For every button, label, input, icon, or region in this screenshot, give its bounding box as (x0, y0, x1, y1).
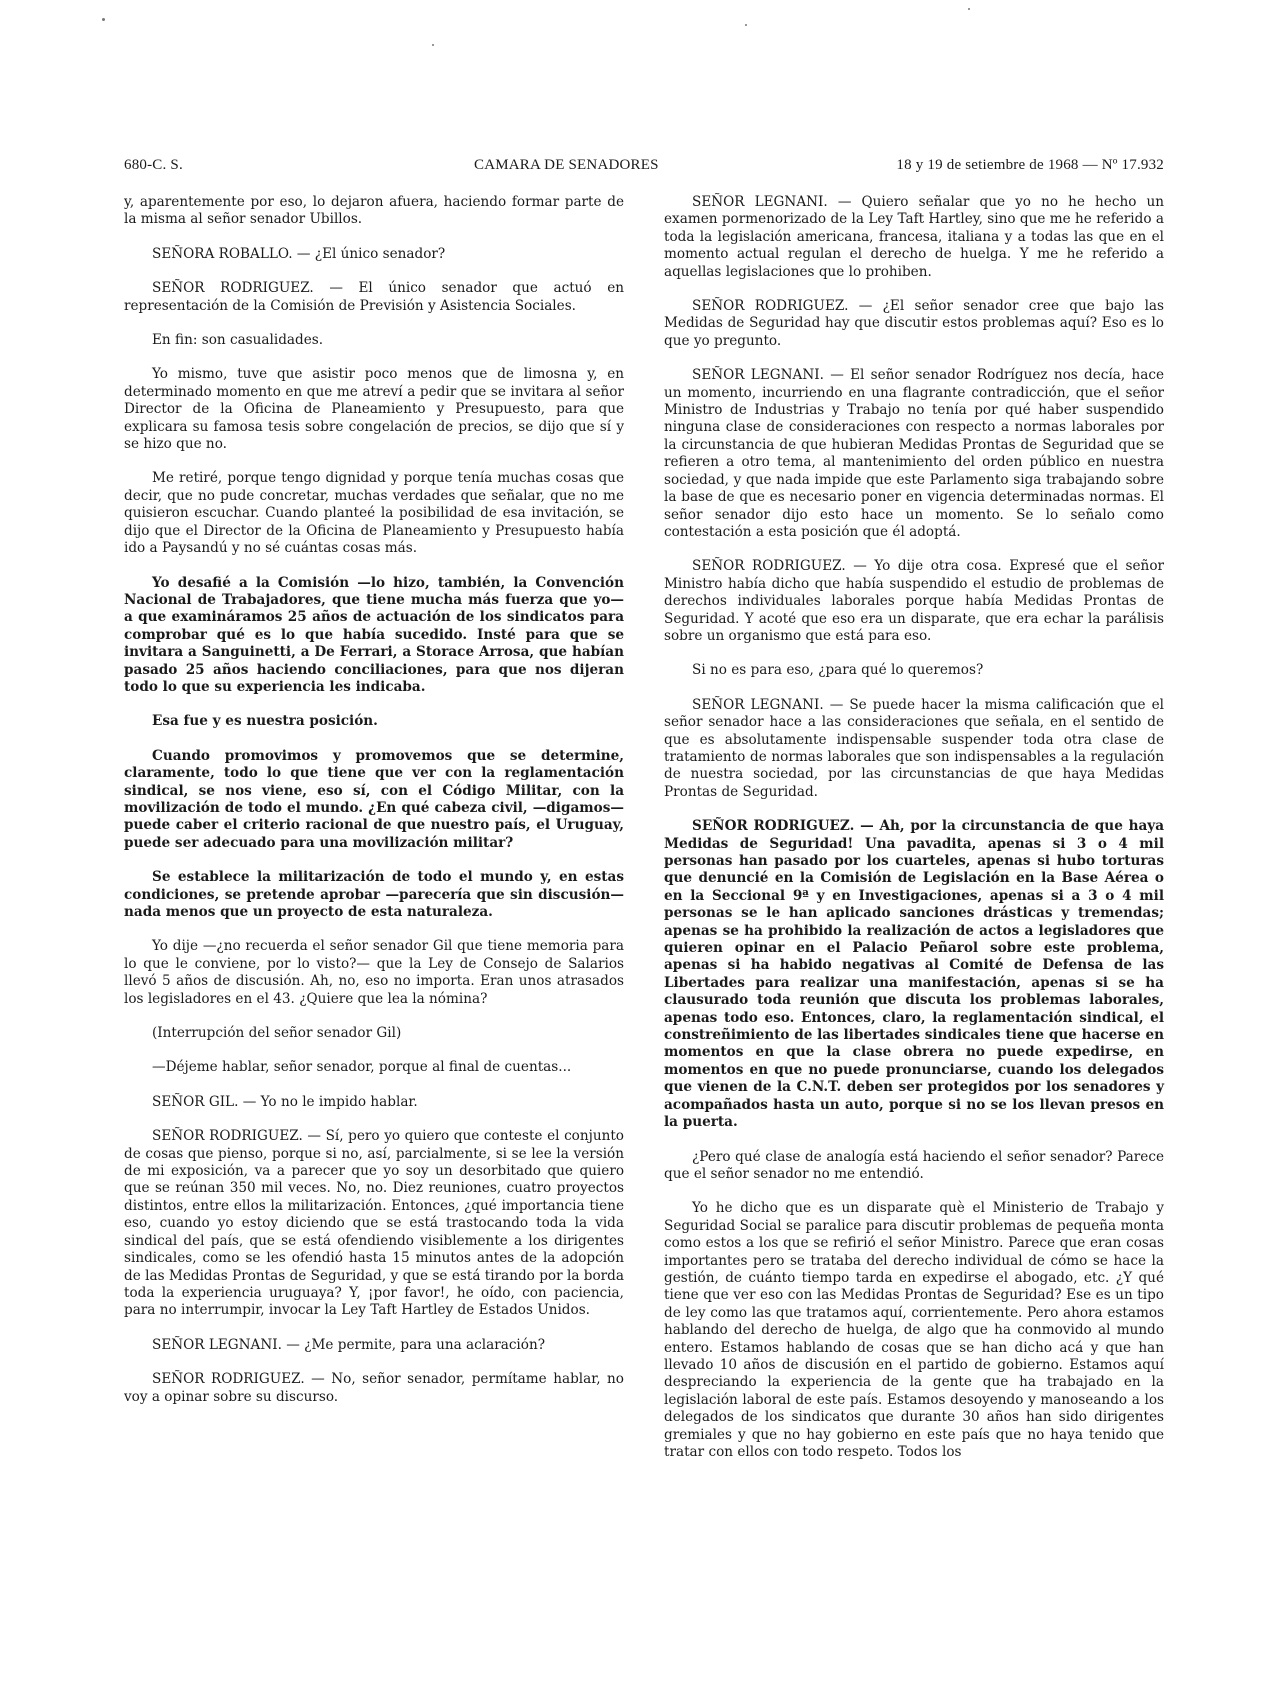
paragraph: SEÑOR LEGNANI. — Quiero señalar que yo no he hecho un examen pormenorizado de la Ley Taft Hartley, sino que me he referido a toda la legislación americana, francesa, italiana y a todas las que en el momento actual regulan el derecho de huelga. Y me he referido a aquellas legislaciones que lo prohiben. (664, 194, 1164, 280)
paragraph: SEÑOR RODRIGUEZ. — Ah, por la circunstancia de que haya Medidas de Seguridad! Una pavadita, apenas si 3 o 4 mil personas han pasado por los cuarteles, apenas si hubo torturas que denuncié en la Comisión de Legislación en la Base Aérea o en la Seccional 9ª y en Investigaciones, apenas si a 3 o 4 mil personas se le han aplicado sanciones drásticas y tremendas; apenas se ha prohibido la realización de actos a legisladores que quieren opinar en el Palacio Peñarol sobre este problema, apenas si ha habido negativas al Comité de Defensa de las Libertades para realizar una manifestación, apenas si se ha clausurado toda reunión que discuta los problemas laborales, apenas todo eso. Entonces, claro, la reglamentación sindical, el constreñimiento de las libertades sindicales tiene que hacerse en momentos en que la clase obrera no puede expedirse, en momentos en que no puede pronunciarse, cuando los delegados que vienen de la C.N.T. deben ser protegidos por los senadores y acompañados hasta un auto, porque si no se los llevan presos en la puerta. (664, 818, 1164, 1131)
paragraph: SEÑORA ROBALLO. — ¿El único senador? (152, 245, 446, 262)
page-header (124, 157, 1164, 181)
paragraph: SEÑOR RODRIGUEZ. — Yo dije otra cosa. Expresé que el señor Ministro había dicho que había suspendido el estudio de problemas de derechos individuales laborales porque había Medidas Prontas de Seguridad. Y acoté que eso era un disparate, que era echar la parálisis sobre un organismo que está para eso. (664, 558, 1164, 644)
paragraph: (Interrupción del señor senador Gil) (152, 1025, 402, 1042)
paragraph: Yo dije —¿no recuerda el señor senador Gil que tiene memoria para lo que le conviene, por lo visto?— que la Ley de Consejo de Salarios llevó 5 años de discusión. Ah, no, eso no importa. Eran unos atrasados los legisladores en el 43. ¿Quiere que lea la nómina? (124, 938, 624, 1007)
paragraph: Se establece la militarización de todo el mundo y, en estas condiciones, se pretende aprobar —parecería que sin discusión— nada menos que un proyecto de esta naturaleza. (124, 869, 624, 920)
scan-speck (102, 18, 105, 21)
paragraph: Esa fue y es nuestra posición. (152, 713, 378, 730)
issue-date: 18 y 19 de setiembre de 1968 — Nº 17.932 (896, 157, 1164, 173)
paragraph: SEÑOR GIL. — Yo no le impido hablar. (152, 1093, 418, 1110)
paragraph: y, aparentemente por eso, lo dejaron afuera, haciendo formar parte de la misma al señor senador Ubillos. (124, 194, 624, 228)
paragraph: —Déjeme hablar, señor senador, porque al final de cuentas... (152, 1059, 572, 1076)
paragraph: SEÑOR LEGNANI. — Se puede hacer la misma calificación que el señor senador hace a las consideraciones que señala, en el sentido de que es absolutamente indispensable suspender toda otra clase de tratamiento de normas laborales que son indispensables a la regulación de nuestra sociedad, por las circunstancias de que haya Medidas Prontas de Seguridad. (664, 696, 1164, 800)
left-column (124, 194, 624, 1423)
paragraph: Yo mismo, tuve que asistir poco menos que de limosna y, en determinado momento en que me atreví a pedir que se invitara al señor Director de la Oficina de Planeamiento y Presupuesto, para que explicara su famosa tesis sobre congelación de precios, se dijo que sí y se hizo que no. (124, 366, 624, 453)
page-number: 680-C. S. (124, 157, 183, 173)
paragraph: Si no es para eso, ¿para qué lo queremos? (692, 662, 984, 679)
paragraph: ¿Pero qué clase de analogía está haciendo el señor senador? Parece que el señor senador no me entendió. (664, 1148, 1164, 1182)
paragraph: En fin: son casualidades. (152, 332, 324, 349)
scan-speck (432, 44, 434, 46)
paragraph: Yo he dicho que es un disparate què el Ministerio de Trabajo y Seguridad Social se paralice para discutir problemas de pequeña monta como estos a los que se refirió el señor Ministro. Parece que eran cosas importantes pero se trataba del derecho individual de cómo se hace la gestión, de cuánto tiempo tarda en expedirse el abogado, etc. ¿Y qué tiene que ver eso con las Medidas Prontas de Seguridad? Ese es un tipo de ley como las que tratamos aquí, corrientemente. Pero ahora estamos hablando del derecho de huelga, de algo que ha conmovido al mundo entero. Estamos hablando de cosas que se han dicho acá y que han llevado 10 años de discusión en el partido de gobierno. Estamos aquí despreciando la experiencia de la gente que ha trabajado en la legislación laboral de este país. Estamos desoyendo y manoseando a los delegados de los sindicatos que durante 30 años han sido dirigentes gremiales y que no hay gobierno en este país que no haya tenido que tratar con ellos con todo respeto. Todos los (664, 1200, 1164, 1460)
scan-speck (968, 8, 970, 10)
paragraph: SEÑOR RODRIGUEZ. — ¿El señor senador cree que bajo las Medidas de Seguridad hay que discutir estos problemas aquí? Eso es lo que yo pregunto. (664, 298, 1164, 349)
paragraph: SEÑOR RODRIGUEZ. — Sí, pero yo quiero que conteste el conjunto de cosas que pienso, porque si no, así, parcialmente, si se lee la versión de mi exposición, va a parecer que yo soy un desorbitado que quiero que se reúnan 350 mil veces. No, no. Diez reuniones, cuatro proyectos distintos, entre ellos la militarización. Entonces, ¿qué importancia tiene eso, cuando yo estoy diciendo que se está trastocando toda la vida sindical del país, que se está ofendiendo visiblemente a los dirigentes sindicales, como se les ofendió hasta 15 minutos antes de la adopción de las Medidas Prontas de Seguridad, y que se está tirando por la borda toda la experiencia uruguaya? Y, ¡por favor!, he oído, con paciencia, para no interrumpir, invocar la Ley Taft Hartley de Estados Unidos. (124, 1128, 624, 1319)
paragraph: SEÑOR LEGNANI. — El señor senador Rodríguez nos decía, hace un momento, incurriendo en una flagrante contradicción, que el señor Ministro de Industrias y Trabajo no tenía por qué haber suspendido ninguna clase de consideraciones con respecto a normas laborales por la circunstancia de que hubieran Medidas Prontas de Seguridad que se refieren a otro tema, al mantenimiento del orden público en nuestra sociedad, y que nada impide que este Parlamento siga trabajando sobre la base de que es necesario poner en vigencia determinadas normas. El señor senador dijo esto hace un momento. Se lo señalo como contestación a esta posición que él adoptá. (664, 367, 1164, 540)
scan-speck (745, 24, 747, 26)
paragraph: SEÑOR RODRIGUEZ. — No, señor senador, permítame hablar, no voy a opinar sobre su discurso. (124, 1371, 624, 1405)
paragraph: Cuando promovimos y promovemos que se determine, claramente, todo lo que tiene que ver con la reglamentación sindical, se nos viene, eso sí, con el Código Militar, con la movilización de todo el mundo. ¿En qué cabeza civil, —digamos— puede caber el criterio racional de que nuestro país, el Uruguay, puede ser adecuado para una movilización militar? (124, 747, 624, 851)
paragraph: SEÑOR RODRIGUEZ. — El único senador que actuó en representación de la Comisión de Previsión y Asistencia Sociales. (124, 280, 624, 314)
paragraph: SEÑOR LEGNANI. — ¿Me permite, para una aclaración? (152, 1336, 546, 1353)
paragraph: Me retiré, porque tengo dignidad y porque tenía muchas cosas que decir, que no pude concretar, muchas verdades que señalar, que no me quisieron escuchar. Cuando planteé la posibilidad de esa invitación, se dijo que el Director de la Oficina de Planeamiento y Presupuesto había ido a Paysandú y no sé cuántas cosas más. (124, 470, 624, 557)
paragraph: Yo desafié a la Comisión —lo hizo, también, la Convención Nacional de Trabajadores, que tiene mucha más fuerza que yo— a que examináramos 25 años de actuación de los sindicatos para comprobar qué es lo que había sucedido. Insté para que se invitara a Sanguinetti, a De Ferrari, a Storace Arrosa, que habían pasado 25 años haciendo conciliaciones, para que nos dijeran todo lo que su experiencia les indicaba. (124, 574, 624, 695)
publication-title: CAMARA DE SENADORES (474, 157, 659, 173)
right-column (664, 194, 1164, 1478)
